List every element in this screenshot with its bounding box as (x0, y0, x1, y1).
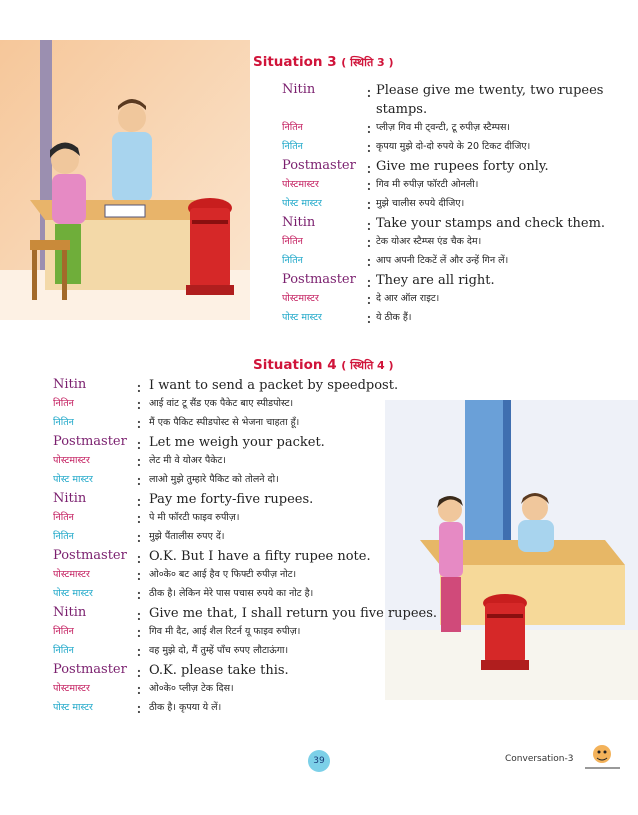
colon-separator: : (366, 308, 372, 327)
situation-3-title: Situation 3 (253, 54, 337, 70)
dialogue-text: दे आर ऑल राइट। (376, 293, 440, 304)
speaker-name: नितिन (53, 531, 74, 542)
colon-separator: : (136, 470, 142, 489)
speaker-name: Postmaster (53, 434, 127, 449)
speaker-name: नितिन (53, 417, 74, 428)
colon-separator: : (136, 434, 142, 453)
speaker-name: पोस्टमास्टर (282, 179, 319, 190)
speaker-name: पोस्ट मास्टर (282, 198, 322, 209)
speaker-name: पोस्टमास्टर (53, 455, 90, 466)
situation-4-title-hindi: ( स्थिति 4 ) (341, 359, 394, 372)
colon-separator: : (136, 377, 142, 396)
dialogue-line (282, 291, 622, 310)
dialogue-text: I want to send a packet by speedpost. (149, 378, 399, 393)
situation-4-title: Situation 4 (253, 357, 337, 373)
speaker-name: नितिन (53, 626, 74, 637)
speaker-name: Nitin (53, 491, 87, 506)
dialogue-line (282, 234, 622, 253)
dialogue-line (282, 196, 622, 215)
situation-4-dialogue (53, 377, 633, 719)
dialogue-text: लेट मी वे योअर पैकेट। (149, 455, 226, 466)
dialogue-text: कृपया मुझे दो-दो रुपये के 20 टिकट दीजिए। (376, 141, 531, 152)
page-number: 39 (308, 750, 330, 772)
speaker-name: नितिन (53, 645, 74, 656)
dialogue-text: O.K. But I have a fifty rupee note. (149, 549, 371, 564)
dialogue-text: They are all right. (376, 273, 495, 288)
dialogue-line (282, 272, 622, 291)
speaker-name: Postmaster (53, 548, 127, 563)
dialogue-line (53, 529, 633, 548)
situation-3-title-hindi: ( स्थिति 3 ) (341, 56, 394, 69)
colon-separator: : (136, 548, 142, 567)
colon-separator: : (366, 272, 372, 291)
dialogue-text: लाओ मुझे तुम्हारे पैकिट को तोलने दो। (149, 474, 279, 485)
speaker-name: Postmaster (282, 158, 356, 173)
colon-separator: : (136, 605, 142, 624)
speaker-name: पोस्ट मास्टर (53, 702, 93, 713)
dialogue-line (282, 253, 622, 272)
dialogue-text: टेक योअर स्टैम्प्स एंड चैक देम। (376, 236, 482, 247)
speaker-name: Nitin (282, 215, 316, 230)
speaker-name: पोस्टमास्टर (282, 293, 319, 304)
speaker-name: Postmaster (282, 272, 356, 287)
dialogue-text: O.K. please take this. (149, 663, 289, 678)
post-office-illustration-1 (0, 40, 260, 340)
dialogue-text: ओ०के० प्लीज़ टेक दिस। (149, 683, 234, 694)
dialogue-text: मैं एक पैकिट स्पीडपोस्ट से भेजना चाहता हूँ। (149, 417, 300, 428)
colon-separator: : (136, 508, 142, 527)
speaker-name: नितिन (53, 512, 74, 523)
dialogue-text: वह मुझे दो, मैं तुम्हें पाँच रुपए लौटाऊंगा। (149, 645, 289, 656)
speaker-name: नितिन (282, 122, 303, 133)
colon-separator: : (136, 565, 142, 584)
dialogue-text: ठीक है। लेकिन मेरे पास पचास रुपये का नोट है। (149, 588, 314, 599)
colon-separator: : (366, 215, 372, 234)
colon-separator: : (136, 584, 142, 603)
colon-separator: : (136, 622, 142, 641)
postmaster-shirt (112, 132, 152, 202)
dialogue-text: प्लीज़ गिव मी ट्वन्टी, टू रुपीज़ स्टैम्पस। (376, 122, 511, 133)
dialogue-text: Let me weigh your packet. (149, 435, 325, 450)
nitin-trousers (55, 224, 81, 284)
speaker-name: नितिन (282, 255, 303, 266)
dialogue-line (53, 700, 633, 719)
colon-separator: : (366, 82, 372, 101)
dialogue-text: ओ०के० बट आई हैव ए फिफ्टी रुपीज़ नोट। (149, 569, 297, 580)
dialogue-text: ठीक है। कृपया ये लें। (149, 702, 222, 713)
dialogue-line (282, 139, 622, 158)
speaker-name: नितिन (282, 236, 303, 247)
dialogue-text: मुझे पैंतालीस रुपए दें। (149, 531, 225, 542)
colon-separator: : (136, 679, 142, 698)
dialogue-text: पे मी फॉरटी फाइव रुपीज़। (149, 512, 240, 523)
footer-text: Conversation-3 (505, 754, 574, 764)
dialogue-text: मुझे चालीस रुपये दीजिए। (376, 198, 465, 209)
dialogue-line (282, 215, 622, 234)
colon-separator: : (136, 698, 142, 717)
situation-3-heading (253, 54, 394, 70)
colon-separator: : (136, 394, 142, 413)
dialogue-line (282, 310, 622, 329)
dialogue-text: Give me rupees forty only. (376, 159, 549, 174)
dialogue-text: Give me that, I shall return you five rupees. (149, 606, 438, 621)
cartoon-character-icon (585, 742, 620, 770)
dialogue-text: Pay me forty-five rupees. (149, 492, 314, 507)
colon-separator: : (366, 232, 372, 251)
dialogue-text: आप अपनी टिकटें लें और उन्हें गिन लें। (376, 255, 509, 266)
speaker-name: पोस्टमास्टर (53, 683, 90, 694)
speaker-name: पोस्ट मास्टर (282, 312, 322, 323)
colon-separator: : (366, 137, 372, 156)
colon-separator: : (366, 289, 372, 308)
dialogue-line (282, 101, 622, 120)
speaker-name: नितिन (282, 141, 303, 152)
dialogue-line (282, 82, 622, 101)
dialogue-text: ये ठीक हैं। (376, 312, 412, 323)
speaker-name: नितिन (53, 398, 74, 409)
colon-separator: : (366, 175, 372, 194)
dialogue-text: गिव मी रुपीज़ फॉरटी ओनली। (376, 179, 479, 190)
dialogue-line (53, 472, 633, 491)
situation-3-dialogue (282, 82, 622, 329)
colon-separator: : (136, 413, 142, 432)
colon-separator: : (136, 527, 142, 546)
dialogue-line (53, 586, 633, 605)
chair-seat (30, 240, 70, 250)
dialogue-line (53, 415, 633, 434)
colon-separator: : (136, 491, 142, 510)
speaker-name: Nitin (53, 605, 87, 620)
colon-separator: : (136, 451, 142, 470)
speaker-name: Nitin (282, 82, 316, 97)
colon-separator: : (366, 194, 372, 213)
dialogue-line (282, 120, 622, 139)
dialogue-text: Take your stamps and check them. (376, 216, 606, 231)
dialogue-line (282, 177, 622, 196)
colon-separator: : (136, 662, 142, 681)
dialogue-text: Please give me twenty, two rupees (376, 83, 604, 98)
stamp-sheet (105, 205, 145, 217)
colon-separator: : (366, 158, 372, 177)
dialogue-text: गिव मी दैट, आई शैल रिटर्न यू फाइव रुपीज़। (149, 626, 301, 637)
dialogue-text: stamps. (376, 102, 428, 117)
speaker-name: पोस्टमास्टर (53, 569, 90, 580)
situation-4-heading (253, 357, 394, 373)
postmaster-head (118, 104, 146, 132)
speaker-name: पोस्ट मास्टर (53, 474, 93, 485)
footer-label (505, 754, 573, 764)
colon-separator: : (136, 641, 142, 660)
speaker-name: पोस्ट मास्टर (53, 588, 93, 599)
nitin-shirt (52, 174, 86, 224)
colon-separator: : (366, 251, 372, 270)
colon-separator: : (366, 118, 372, 137)
dialogue-line (53, 643, 633, 662)
speaker-name: Postmaster (53, 662, 127, 677)
dialogue-text: आई वांट टू सैंड एक पैकेट बाए स्पीडपोस्ट। (149, 398, 294, 409)
speaker-name: Nitin (53, 377, 87, 392)
dialogue-line (282, 158, 622, 177)
